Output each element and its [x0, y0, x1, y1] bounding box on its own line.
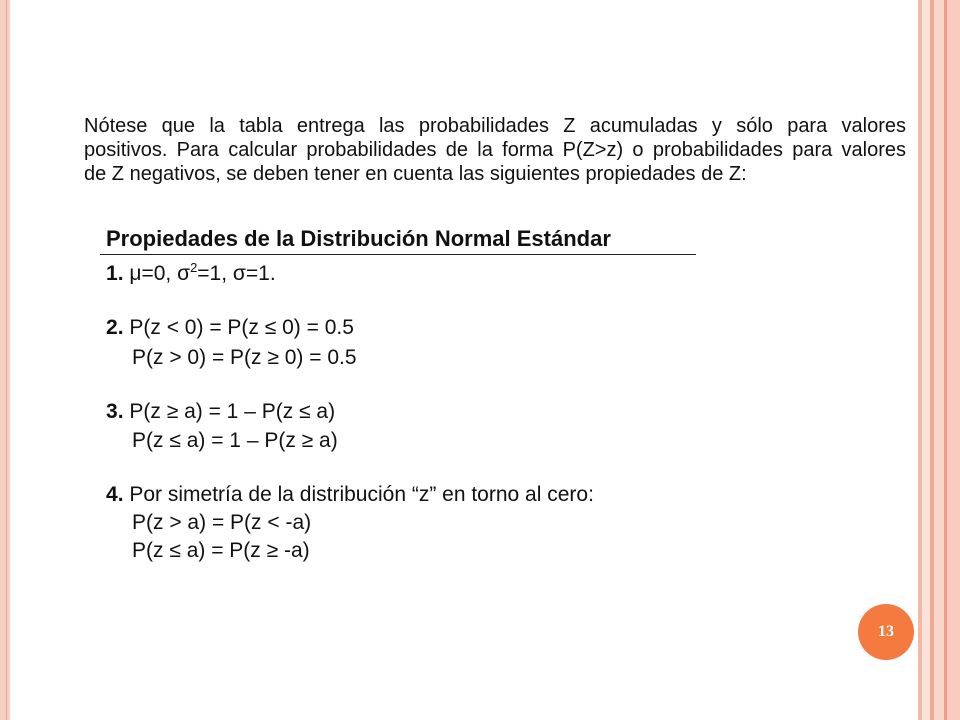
property-4-line-3: P(z ≤ a) = P(z ≥ -a): [132, 539, 310, 562]
property-2: 2. P(z < 0) = P(z ≤ 0) = 0.5: [106, 316, 354, 339]
section-title: Propiedades de la Distribución Normal Estándar: [106, 226, 611, 251]
property-formula: P(z < 0) = P(z ≤ 0) = 0.5: [129, 316, 354, 339]
right-border-decoration: [918, 0, 960, 720]
property-text: μ=0, σ: [129, 262, 191, 285]
property-2-line-2: P(z > 0) = P(z ≥ 0) = 0.5: [132, 346, 357, 369]
property-1: 1. μ=0, $\sigma^2=1$, σ=1.: [106, 260, 276, 285]
property-3-line-2: P(z ≤ a) = 1 – P(z ≥ a): [132, 429, 338, 452]
property-formula: P(z ≥ a) = 1 – P(z ≤ a): [129, 400, 336, 423]
intro-line: Nótese que la tabla entrega las probabilidades Z acumuladas y sólo para valores: [84, 115, 906, 137]
superscript: 2: [190, 260, 198, 275]
property-3: 3. P(z ≥ a) = 1 – P(z ≤ a): [106, 400, 336, 423]
property-number: 3: [106, 400, 118, 423]
property-4: 4. Por simetría de la distribución “z” en torno al cero:: [106, 483, 594, 506]
left-border-decoration: [0, 0, 10, 720]
property-4-line-2: P(z > a) = P(z < -a): [132, 511, 312, 534]
property-number: 2: [106, 316, 118, 339]
intro-line: positivos. Para calcular probabilidades de la forma P(Z>z) o probabilidades para valores: [84, 139, 906, 161]
property-number: 4: [106, 483, 118, 506]
property-number: 1: [106, 262, 118, 285]
intro-line: de Z negativos, se deben tener en cuenta las siguientes propiedades de Z:: [84, 163, 747, 185]
property-text: Por simetría de la distribución “z” en torno al cero:: [129, 483, 594, 506]
property-text: =1, σ=1.: [197, 262, 276, 285]
intro-paragraph: [84, 114, 906, 186]
title-underline: [100, 254, 696, 255]
page-number-badge: 13: [858, 604, 914, 660]
